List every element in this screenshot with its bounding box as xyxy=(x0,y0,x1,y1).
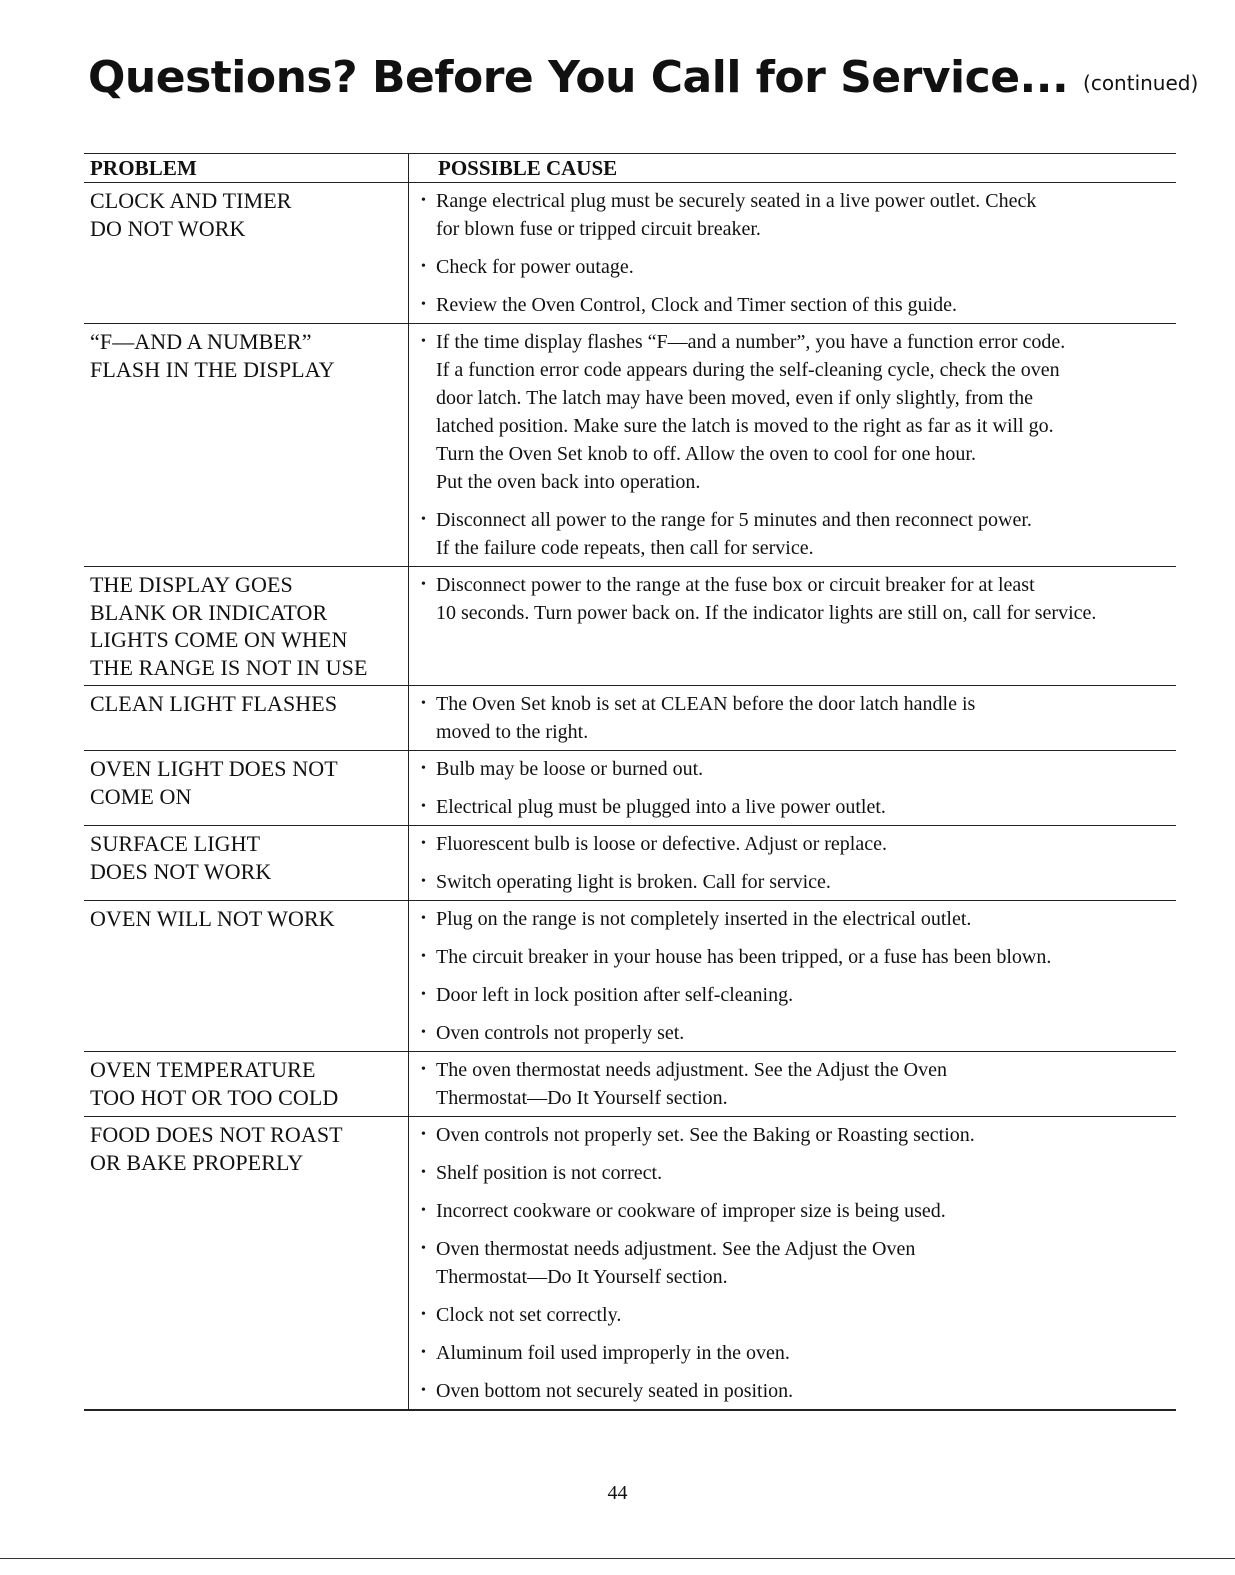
cause-text: If the time display flashes “F—and a number”, you have a function error code. xyxy=(436,331,1066,353)
problem-column-header: PROBLEM xyxy=(84,154,409,182)
cause-item xyxy=(421,1121,1176,1149)
cause-text: Thermostat—Do It Yourself section. xyxy=(436,1266,728,1288)
problem-text: THE DISPLAY GOES xyxy=(90,572,293,597)
problem-text: OVEN TEMPERATURE xyxy=(90,1057,316,1082)
cause-item xyxy=(421,253,1176,281)
bullet-icon: • xyxy=(421,874,426,889)
table-row xyxy=(84,686,1176,751)
cause-item xyxy=(421,793,1176,821)
bullet-icon: • xyxy=(421,1203,426,1218)
problem-text: “F—AND A NUMBER” xyxy=(90,329,312,354)
cause-item xyxy=(421,1339,1176,1367)
cause-text: Incorrect cookware or cookware of improper size is being used. xyxy=(436,1200,946,1222)
bullet-icon: • xyxy=(421,577,426,592)
bullet-icon: • xyxy=(421,911,426,926)
cause-text: Shelf position is not correct. xyxy=(436,1162,663,1184)
bullet-icon: • xyxy=(421,334,426,349)
problem-text: CLEAN LIGHT FLASHES xyxy=(90,691,338,716)
problem-text: DO NOT WORK xyxy=(90,215,246,241)
cause-cell xyxy=(409,751,1176,825)
cause-text: Plug on the range is not completely inserted in the electrical outlet. xyxy=(436,908,972,930)
cause-text: The circuit breaker in your house has been tripped, or a fuse has been blown. xyxy=(436,946,1052,968)
cause-text: Review the Oven Control, Clock and Timer section of this guide. xyxy=(436,294,958,316)
cause-item xyxy=(421,1235,1176,1291)
bullet-icon: • xyxy=(421,696,426,711)
table-row xyxy=(84,183,1176,324)
cause-item xyxy=(421,1377,1176,1405)
cause-text: Electrical plug must be plugged into a live power outlet. xyxy=(436,796,886,818)
problem-text: CLOCK AND TIMER xyxy=(90,188,292,213)
cause-text: Oven controls not properly set. xyxy=(436,1022,685,1044)
cause-text: If a function error code appears during the self-cleaning cycle, check the oven xyxy=(436,359,1060,381)
problem-cell xyxy=(84,1117,409,1409)
cause-cell xyxy=(409,1117,1176,1409)
cause-item xyxy=(421,690,1176,746)
bullet-icon: • xyxy=(421,1307,426,1322)
problem-text: LIGHTS COME ON WHEN xyxy=(90,627,348,652)
table-row xyxy=(84,324,1176,567)
cause-text: for blown fuse or tripped circuit breaker. xyxy=(436,218,761,240)
problem-cell xyxy=(84,751,409,825)
problem-text: COME ON xyxy=(90,783,192,809)
table-row xyxy=(84,1052,1176,1117)
cause-text: Door left in lock position after self-cleaning. xyxy=(436,984,794,1006)
cause-cell xyxy=(409,1052,1176,1116)
cause-text: Oven controls not properly set. See the Baking or Roasting section. xyxy=(436,1124,975,1146)
cause-text: Clock not set correctly. xyxy=(436,1304,622,1326)
cause-text: Disconnect all power to the range for 5 minutes and then reconnect power. xyxy=(436,509,1032,531)
title-suffix: (continued) xyxy=(1083,71,1199,95)
cause-text: Thermostat—Do It Yourself section. xyxy=(436,1087,728,1109)
cause-item xyxy=(421,187,1176,243)
cause-item xyxy=(421,1019,1176,1047)
table-row xyxy=(84,1117,1176,1411)
cause-item xyxy=(421,1197,1176,1225)
cause-item xyxy=(421,1159,1176,1187)
cause-text: Turn the Oven Set knob to off. Allow the oven to cool for one hour. xyxy=(436,443,976,465)
bullet-icon: • xyxy=(421,512,426,527)
cause-cell xyxy=(409,686,1176,750)
table-row xyxy=(84,901,1176,1052)
table-row xyxy=(84,826,1176,901)
cause-text: Put the oven back into operation. xyxy=(436,471,701,493)
problem-cell xyxy=(84,1052,409,1116)
problem-text: DOES NOT WORK xyxy=(90,858,272,884)
cause-item xyxy=(421,830,1176,858)
bullet-icon: • xyxy=(421,1383,426,1398)
cause-item xyxy=(421,868,1176,896)
cause-text: If the failure code repeats, then call for service. xyxy=(436,537,814,559)
bullet-icon: • xyxy=(421,1127,426,1142)
problem-cell xyxy=(84,324,409,566)
problem-cell xyxy=(84,686,409,750)
cause-text: Switch operating light is broken. Call for service. xyxy=(436,871,831,893)
cause-cell xyxy=(409,324,1176,566)
cause-item xyxy=(421,943,1176,971)
problem-text: FLASH IN THE DISPLAY xyxy=(90,356,335,382)
problem-text: OR BAKE PROPERLY xyxy=(90,1149,304,1175)
cause-text: Oven thermostat needs adjustment. See the Adjust the Oven xyxy=(436,1238,916,1260)
problem-cell xyxy=(84,901,409,1051)
bullet-icon: • xyxy=(421,193,426,208)
bullet-icon: • xyxy=(421,987,426,1002)
problem-text: TOO HOT OR TOO COLD xyxy=(90,1084,339,1110)
problem-text: SURFACE LIGHT xyxy=(90,831,261,856)
cause-text: latched position. Make sure the latch is moved to the right as far as it will go. xyxy=(436,415,1054,437)
cause-text: moved to the right. xyxy=(436,721,589,743)
bullet-icon: • xyxy=(421,1241,426,1256)
cause-cell xyxy=(409,183,1176,323)
bullet-icon: • xyxy=(421,799,426,814)
cause-text: Aluminum foil used improperly in the oven. xyxy=(436,1342,790,1364)
cause-item xyxy=(421,328,1176,496)
cause-item xyxy=(421,905,1176,933)
table-body xyxy=(84,183,1176,1411)
cause-item xyxy=(421,755,1176,783)
page-title-text: Questions? Before You Call for Service... xyxy=(88,52,1069,103)
bullet-icon: • xyxy=(421,1062,426,1077)
bullet-icon: • xyxy=(421,761,426,776)
bullet-icon: • xyxy=(421,836,426,851)
problem-cell xyxy=(84,567,409,685)
problem-cell xyxy=(84,826,409,900)
bullet-icon: • xyxy=(421,297,426,312)
table-row xyxy=(84,567,1176,686)
cause-cell xyxy=(409,901,1176,1051)
cause-text: Bulb may be loose or burned out. xyxy=(436,758,704,780)
troubleshooting-table xyxy=(84,153,1176,1411)
cause-text: Disconnect power to the range at the fuse box or circuit breaker for at least xyxy=(436,574,1035,596)
bullet-icon: • xyxy=(421,1025,426,1040)
cause-column-header: POSSIBLE CAUSE xyxy=(438,156,618,180)
cause-text: Check for power outage. xyxy=(436,256,634,278)
table-row xyxy=(84,751,1176,826)
table-header-row xyxy=(84,153,1176,183)
bottom-rule xyxy=(0,1558,1235,1559)
cause-item xyxy=(421,571,1176,627)
problem-text: THE RANGE IS NOT IN USE xyxy=(90,654,368,680)
bullet-icon: • xyxy=(421,1345,426,1360)
cause-item xyxy=(421,1056,1176,1112)
cause-item xyxy=(421,981,1176,1009)
cause-text: door latch. The latch may have been moved, even if only slightly, from the xyxy=(436,387,1034,409)
problem-text: FOOD DOES NOT ROAST xyxy=(90,1122,343,1147)
problem-text: OVEN LIGHT DOES NOT xyxy=(90,756,338,781)
cause-text: Range electrical plug must be securely seated in a live power outlet. Check xyxy=(436,190,1037,212)
bullet-icon: • xyxy=(421,949,426,964)
cause-text: The oven thermostat needs adjustment. See the Adjust the Oven xyxy=(436,1059,947,1081)
problem-text: OVEN WILL NOT WORK xyxy=(90,906,335,931)
cause-text: The Oven Set knob is set at CLEAN before the door latch handle is xyxy=(436,693,976,715)
problem-text: BLANK OR INDICATOR xyxy=(90,599,328,625)
page-number: 44 xyxy=(607,1482,628,1504)
cause-text: Oven bottom not securely seated in position. xyxy=(436,1380,794,1402)
bullet-icon: • xyxy=(421,259,426,274)
cause-text: Fluorescent bulb is loose or defective. Adjust or replace. xyxy=(436,833,887,855)
cause-cell xyxy=(409,826,1176,900)
cause-item xyxy=(421,506,1176,562)
bullet-icon: • xyxy=(421,1165,426,1180)
page-title xyxy=(88,52,1198,103)
cause-cell xyxy=(409,567,1176,685)
cause-text: 10 seconds. Turn power back on. If the indicator lights are still on, call for service. xyxy=(436,602,1097,624)
problem-cell xyxy=(84,183,409,323)
cause-item xyxy=(421,1301,1176,1329)
cause-item xyxy=(421,291,1176,319)
